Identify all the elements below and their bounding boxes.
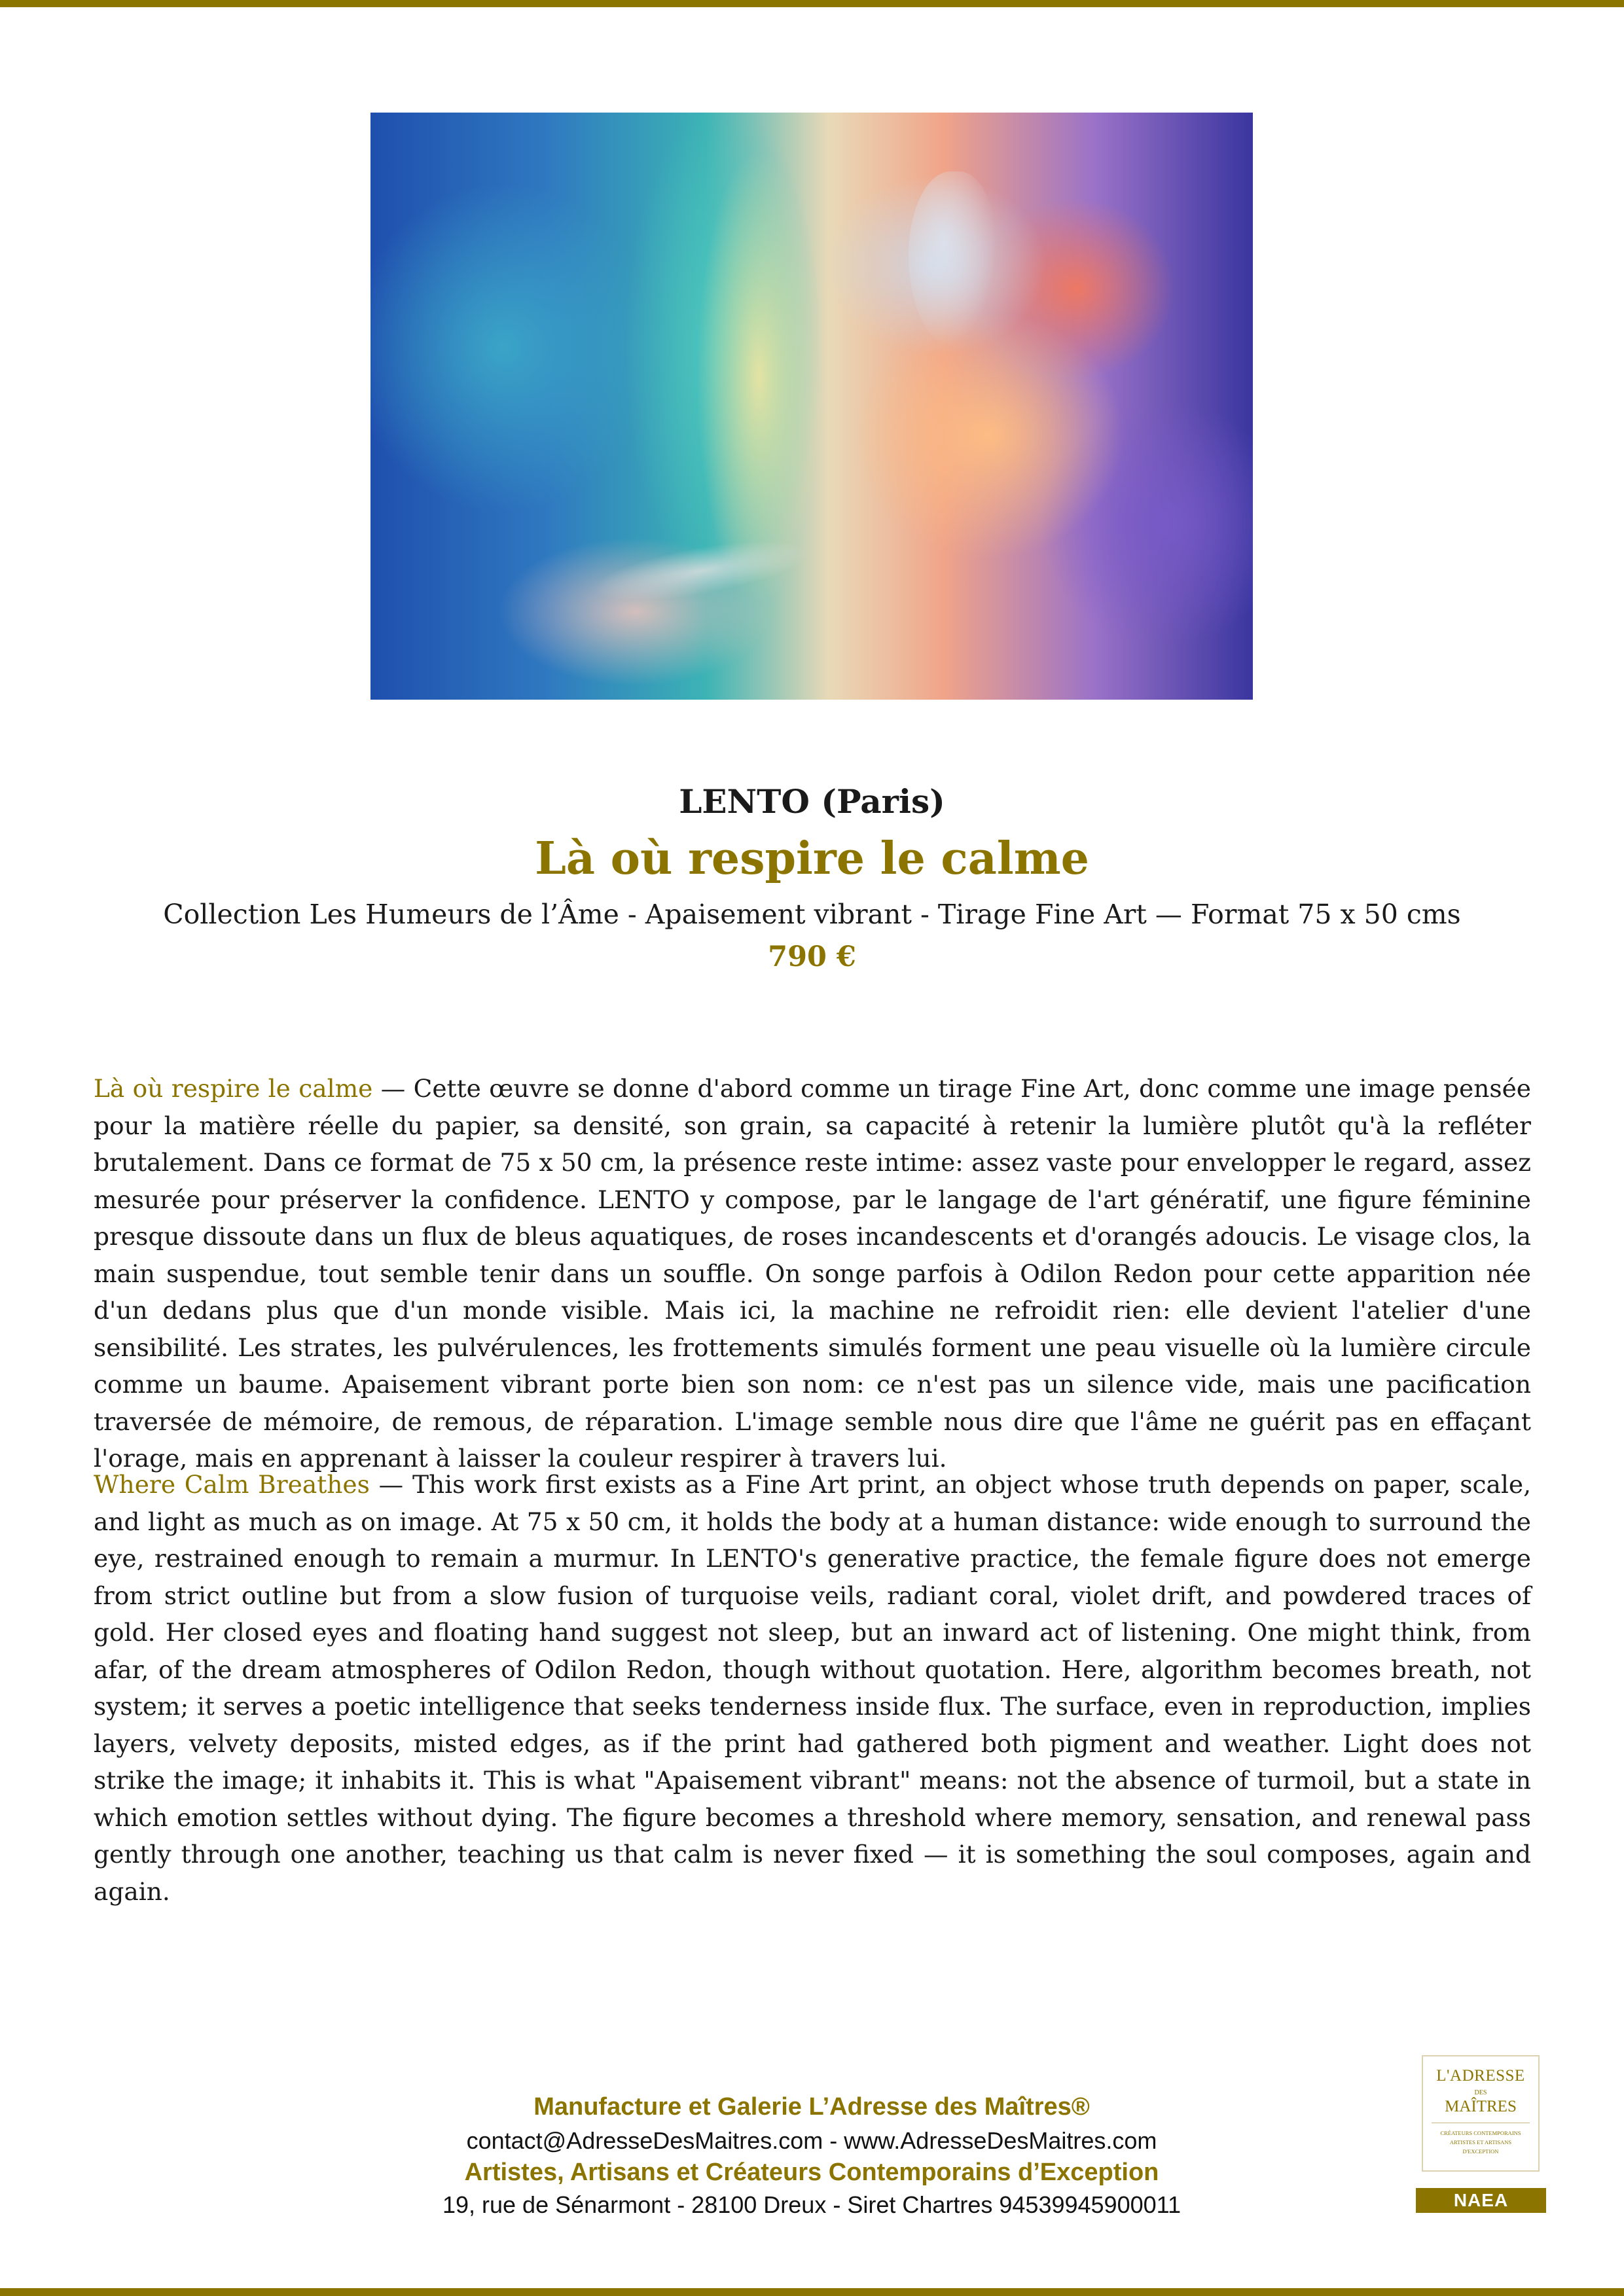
description-french-body: — Cette œuvre se donne d'abord comme un tirage Fine Art, donc comme une image pensée pour la matière réelle du papier, sa densité, son grain, sa capacité à retenir la lumière plutôt qu'à la refléter brutalement. Dans ce format de 75 x 50 cm, la présence reste intime: assez vaste pour envelopper le regard, assez mesurée pour préserver la confidence. LENTO y compose, par le langage de l'art génératif, une figure féminine presque dissoute dans un flux de bleus aquatiques, de roses incandescents et d'orangés adoucis. Le visage clos, la main suspendue, tout semble tenir dans un souffle. On songe parfois à Odilon Redon pour cette apparition née d'un dedans plus que d'un monde visible. Mais ici, la machine ne refroidit rien: elle devient l'atelier d'une sensibilité. Les strates, les pulvérulences, les frottements simulés forment une peau visuelle où la lumière circule comme un baume. Apaisement vibrant porte bien son nom: ce n'est pas un silence vide, mais une pacification traversée de mémoire, de remous, de réparation. L'image semble nous dire que l'âme ne guérit pas en effaçant l'orage, mais en apprenant à laisser la couleur respirer à travers lui. [94, 1074, 1531, 1473]
footer-tagline: Artistes, Artisans et Créateurs Contemporains d’Exception [464, 2159, 1159, 2186]
naea-badge: NAEA [1416, 2188, 1546, 2213]
footer-contact: contact@AdresseDesMaitres.com - www.AdresseDesMaitres.com [466, 2127, 1157, 2154]
description-english [94, 1466, 1531, 1910]
artwork-hand-detail [588, 528, 814, 613]
gallery-logo [1422, 2055, 1540, 2172]
logo-sub-2: ARTISTES ET ARTISANS [1449, 2139, 1512, 2145]
logo-sub-3: D'EXCEPTION [1462, 2148, 1499, 2155]
footer-company: Manufacture et Galerie L’Adresse des Maîtres® [533, 2093, 1090, 2121]
top-accent-bar [0, 0, 1624, 7]
footer-address: 19, rue de Sénarmont - 28100 Dreux - Siret Chartres 94539945900011 [442, 2191, 1182, 2218]
logo-line-1: L'ADRESSE [1436, 2067, 1525, 2085]
artwork-title: Là où respire le calme [535, 833, 1089, 885]
bottom-accent-bar [0, 2288, 1624, 2296]
artwork-subtitle: Collection Les Humeurs de l’Âme - Apaisement vibrant - Tirage Fine Art — Format 75 x 50 cms [163, 899, 1461, 930]
logo-line-2: DES [1474, 2089, 1487, 2096]
artwork-image [370, 113, 1253, 700]
artist-name: LENTO (Paris) [679, 782, 945, 821]
description-english-body: — This work first exists as a Fine Art print, an object whose truth depends on paper, scale, and light as much as on image. At 75 x 50 cm, it holds the body at a human distance: wide enough to surround the eye, restrained enough to remain a murmur. In LENTO's generative practice, the female figure does not emerge from strict outline but from a slow fusion of turquoise veils, radiant coral, violet drift, and powdered traces of gold. Her closed eyes and floating hand suggest not sleep, but an inward act of listening. One might think, from afar, of the dream atmospheres of Odilon Redon, though without quotation. Here, algorithm becomes breath, not system; it serves a poetic intelligence that seeks tenderness inside flux. The surface, even in reproduction, implies layers, velvety deposits, misted edges, as if the print had gathered both pigment and weather. Light does not strike the image; it inhabits it. This is what "Apaisement vibrant" means: not the absence of turmoil, but a state in which emotion settles without dying. The figure becomes a threshold where memory, sensation, and renewal pass gently through one another, teaching us that calm is never fixed — it is something the soul composes, again and again. [94, 1470, 1531, 1906]
description-english-lead: Where Calm Breathes [94, 1470, 370, 1499]
logo-line-3: MAÎTRES [1445, 2098, 1517, 2115]
logo-sub-1: CRÉATEURS CONTEMPORAINS [1440, 2130, 1521, 2136]
description-french-lead: Là où respire le calme [94, 1074, 373, 1103]
artwork-face-detail [909, 171, 997, 348]
description-french [94, 1070, 1531, 1477]
artwork-price: 790 € [768, 941, 856, 973]
